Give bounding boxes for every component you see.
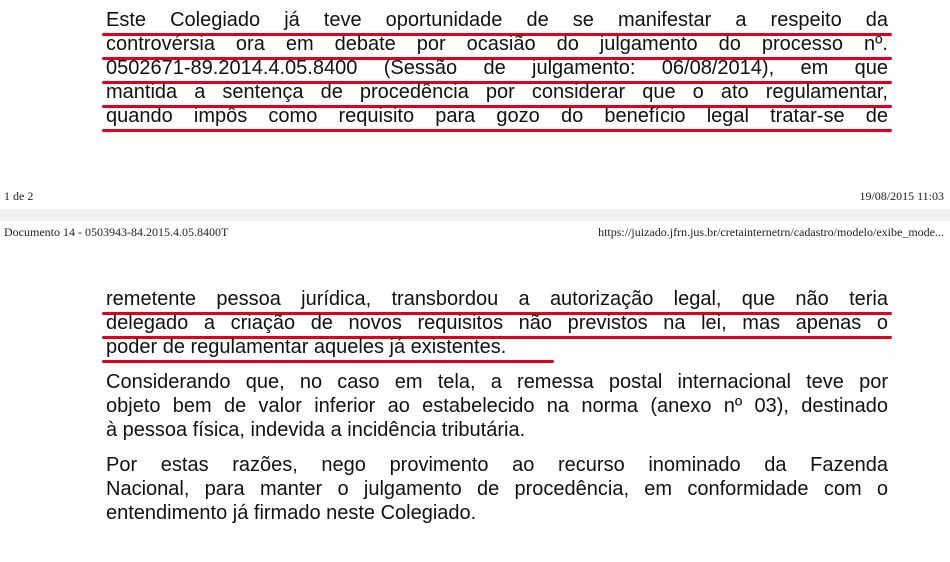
red-underline [102, 360, 554, 363]
document-header: Documento 14 - 0503943-84.2015.4.05.8400T [4, 225, 229, 239]
text-line: quando impôs como requisito para gozo do benefício legal tratar-se de [106, 104, 888, 128]
text-line: remetente pessoa jurídica, transbordou a autorização legal, que não teria [106, 287, 888, 311]
text-line: Este Colegiado já teve oportunidade de se manifestar a respeito da [106, 8, 888, 32]
text-line: objeto bem de valor inferior ao estabelecido na norma (anexo nº 03), destinado [106, 395, 888, 417]
text-line: Nacional, para manter o julgamento de procedência, em conformidade com o [106, 478, 888, 500]
text-line: à pessoa física, indevida a incidência tributária. [106, 419, 526, 441]
text-line: delegado a criação de novos requisitos não previstos na lei, mas apenas o [106, 311, 888, 335]
text-line: controvérsia ora em debate por ocasião do julgamento do processo nº. [106, 32, 888, 56]
text-line: mantida a sentença de procedência por considerar que o ato regulamentar, [106, 80, 888, 104]
page2-body [106, 287, 888, 525]
text-line: entendimento já firmado neste Colegiado. [106, 502, 477, 524]
text-line: Por estas razões, nego provimento ao recurso inominado da Fazenda [106, 454, 888, 476]
text-line: 0502671-89.2014.4.05.8400 (Sessão de julgamento: 06/08/2014), em que [106, 56, 888, 80]
underlined-paragraph [106, 287, 888, 359]
page-break [0, 209, 950, 221]
text-line: poder de regulamentar aqueles já existentes. [106, 335, 888, 359]
page1-paragraph [106, 8, 888, 128]
text-line: Considerando que, no caso em tela, a remessa postal internacional teve por [106, 371, 888, 393]
paragraph-conclusion [106, 453, 888, 525]
print-timestamp: 19/08/2015 11:03 [859, 189, 944, 203]
paragraph-considerando [106, 370, 888, 442]
red-underline [102, 129, 892, 132]
page-number: 1 de 2 [4, 189, 34, 203]
document-url: https://juizado.jfrn.jus.br/cretainternetrn/cadastro/modelo/exibe_mode... [598, 225, 944, 239]
